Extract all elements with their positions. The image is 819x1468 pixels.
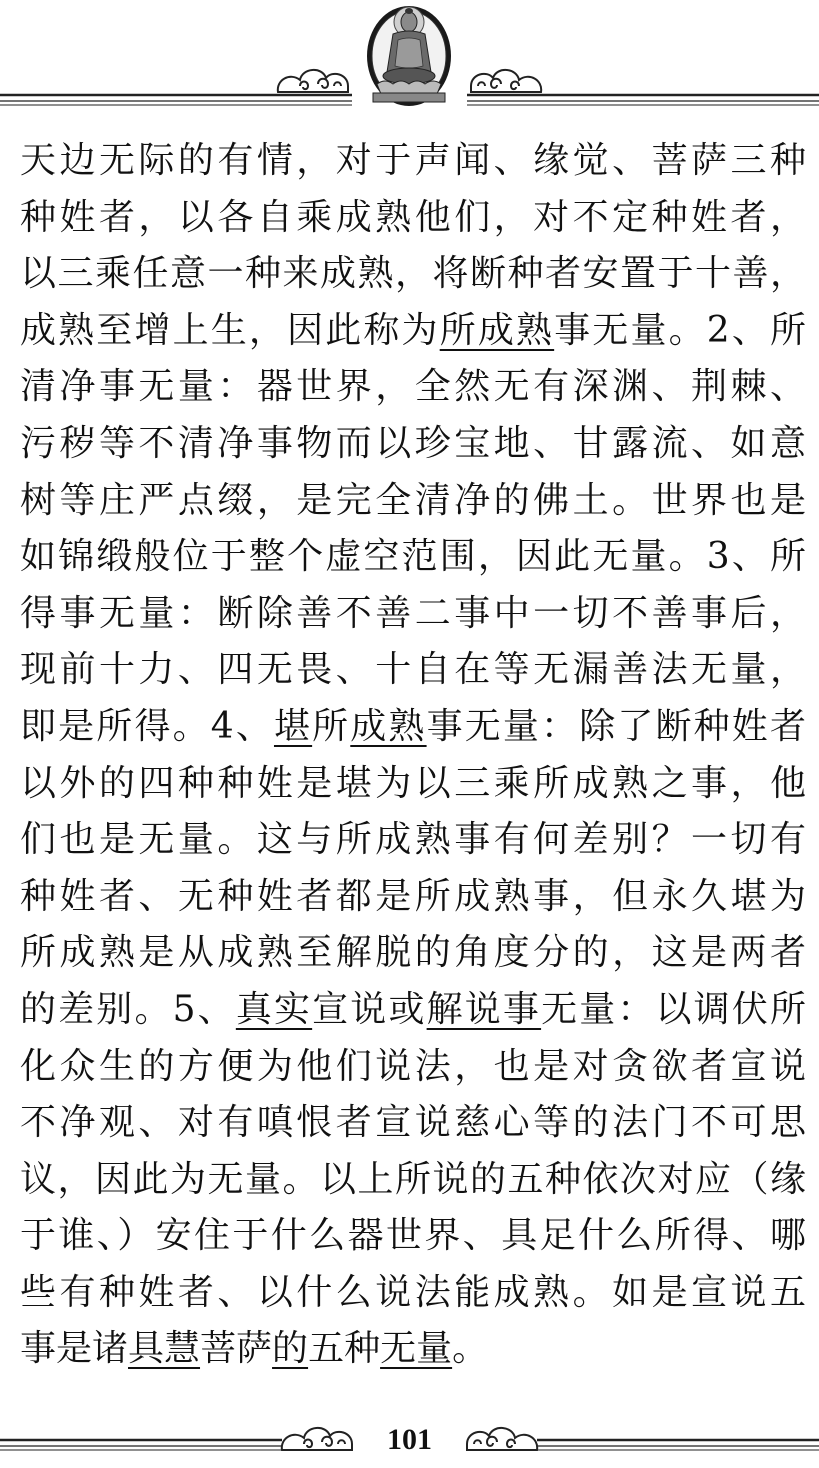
cloud-scroll-left-icon bbox=[278, 70, 348, 92]
text-segment: 即是所得。4、 bbox=[20, 705, 274, 747]
header-ornament bbox=[0, 0, 819, 120]
text-segment: 菩萨 bbox=[200, 1328, 273, 1370]
text-segment: 树等庄严点缀，是完全清净的佛土。世界也是 bbox=[20, 479, 806, 521]
text-segment: 天边无际的有情，对于声闻、缘觉、菩萨三种 bbox=[20, 140, 806, 181]
text-segment: 们也是无量。这与所成熟事有何差别？一切有 bbox=[20, 819, 806, 861]
text-line bbox=[20, 812, 806, 869]
text-line bbox=[20, 1039, 806, 1096]
underlined-term: 的 bbox=[272, 1328, 309, 1370]
text-line bbox=[20, 1208, 806, 1265]
text-segment: 议，因此为无量。以上所说的五种依次对应（缘 bbox=[20, 1158, 806, 1200]
text-segment: 以外的四种种姓是堪为以三乘所成熟之事，他 bbox=[20, 762, 806, 804]
text-segment: 现前十力、四无畏、十自在等无漏善法无量， bbox=[20, 649, 806, 691]
text-line bbox=[20, 416, 806, 473]
text-line bbox=[20, 190, 806, 247]
text-line bbox=[20, 1152, 806, 1209]
body-text bbox=[20, 133, 806, 1378]
underlined-term: 无量 bbox=[380, 1328, 453, 1370]
page-footer bbox=[0, 1410, 819, 1468]
text-line bbox=[20, 699, 806, 756]
text-segment: 以三乘任意一种来成熟，将断种者安置于十善， bbox=[20, 253, 806, 295]
page-number: 101 bbox=[387, 1423, 432, 1456]
text-line bbox=[20, 473, 806, 530]
text-segment: 五种 bbox=[308, 1328, 381, 1370]
text-line bbox=[20, 869, 806, 926]
underlined-term: 成熟 bbox=[350, 705, 427, 747]
text-segment: 些有种姓者、以什么说法能成熟。如是宣说五 bbox=[20, 1271, 806, 1313]
text-segment: 种姓者，以各自乘成熟他们，对不定种姓者， bbox=[20, 196, 806, 238]
text-segment: 污秽等不清净事物而以珍宝地、甘露流、如意 bbox=[20, 422, 806, 464]
text-line bbox=[20, 756, 806, 813]
underlined-term: 具慧 bbox=[128, 1328, 201, 1370]
buddha-medallion-icon bbox=[367, 6, 451, 106]
cloud-scroll-right-icon bbox=[471, 70, 541, 92]
text-segment: 宣说或 bbox=[312, 988, 427, 1030]
text-segment: 事无量。2、所 bbox=[554, 309, 806, 351]
text-segment: 事是诸 bbox=[20, 1328, 129, 1370]
header-rule-right bbox=[467, 95, 819, 105]
text-line bbox=[20, 359, 806, 416]
text-line bbox=[20, 925, 806, 982]
text-segment: 种姓者、无种姓者都是所成熟事，但永久堪为 bbox=[20, 875, 806, 917]
text-line bbox=[20, 246, 806, 303]
header-rule-left bbox=[0, 95, 352, 105]
text-segment: 如锦缎般位于整个虚空范围，因此无量。3、所 bbox=[20, 536, 806, 578]
text-segment: 不净观、对有嗔恨者宣说慈心等的法门不可思 bbox=[20, 1102, 806, 1144]
text-segment: 事无量：除了断种姓者 bbox=[426, 705, 806, 747]
text-segment: 所成熟是从成熟至解脱的角度分的，这是两者 bbox=[20, 932, 806, 974]
text-line bbox=[20, 133, 806, 190]
text-segment: 清净事无量：器世界，全然无有深渊、荆棘、 bbox=[20, 366, 806, 408]
underlined-term: 堪 bbox=[273, 705, 313, 747]
text-line bbox=[20, 1095, 806, 1152]
underlined-term: 解说事 bbox=[426, 988, 542, 1030]
text-segment: 所 bbox=[312, 705, 351, 747]
text-segment: 。 bbox=[452, 1328, 489, 1370]
text-line bbox=[20, 586, 806, 643]
underlined-term: 所成熟 bbox=[439, 309, 555, 351]
text-line bbox=[20, 303, 806, 360]
text-segment: 无量：以调伏所 bbox=[541, 988, 806, 1030]
text-line bbox=[20, 642, 806, 699]
text-segment: 得事无量：断除善不善二事中一切不善事后， bbox=[20, 592, 806, 634]
text-line bbox=[20, 1265, 806, 1322]
text-line bbox=[20, 529, 806, 586]
text-segment: 成熟至增上生，因此称为 bbox=[20, 309, 440, 351]
text-segment: 于谁、）安住于什么器世界、具足什么所得、哪 bbox=[20, 1215, 806, 1257]
text-segment: 化众生的方便为他们说法，也是对贪欲者宣说 bbox=[20, 1045, 806, 1087]
text-segment: 的差别。5、 bbox=[20, 988, 236, 1030]
text-line bbox=[20, 1321, 806, 1378]
text-line bbox=[20, 982, 806, 1039]
underlined-term: 真实 bbox=[235, 988, 313, 1030]
page-header bbox=[0, 0, 819, 120]
